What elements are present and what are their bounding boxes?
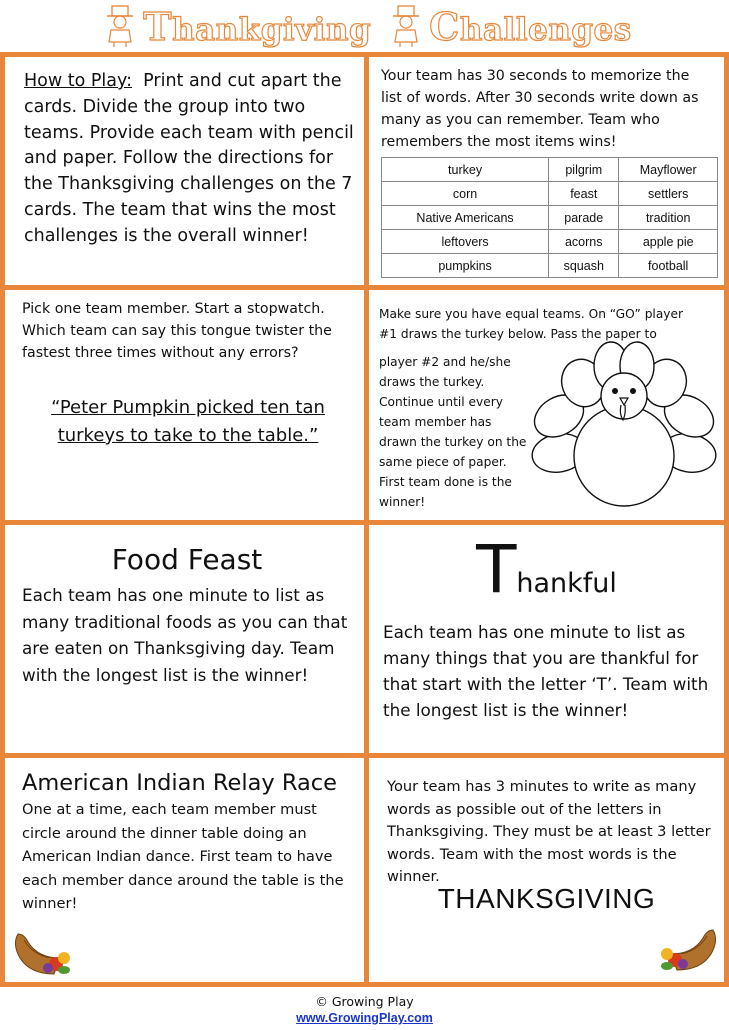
website-link[interactable]: www.GrowingPlay.com — [296, 1011, 433, 1025]
table-row — [382, 206, 718, 230]
thanksgiving-word: THANKSGIVING — [437, 883, 656, 914]
relay-race-title: American Indian Relay Race — [22, 770, 337, 796]
title-word-thankgiving: Thankgiving — [143, 3, 372, 49]
table-cell: feast — [549, 182, 619, 206]
cornucopia-icon — [10, 924, 72, 980]
relay-race-text: One at a time, each team member must circle around the dinner table doing an American Indian dance. First team to have each member dance around the table is the winner! — [22, 801, 344, 912]
card-memory — [369, 57, 724, 285]
table-row — [382, 182, 718, 206]
card-how-to-play — [10, 57, 364, 285]
card-word-scramble — [369, 758, 724, 982]
draw-turkey-intro-2: #1 draws the turkey below. Pass the paper to — [379, 327, 657, 341]
table-cell: football — [619, 254, 718, 278]
how-to-play-body: Print and cut apart the cards. Divide the group into two teams. Provide each team with pencil and paper. Follow the directions for the Thanksgiving challenges on the 7 cards. The team that wins the most challenges is the overall winner! — [24, 71, 354, 246]
table-cell: Mayflower — [619, 158, 718, 182]
card-tongue-twister — [10, 290, 364, 520]
page-title — [0, 0, 729, 52]
table-cell: apple pie — [619, 230, 718, 254]
table-cell: tradition — [619, 206, 718, 230]
turkey-outline-icon — [529, 338, 719, 513]
pilgrim-icon — [103, 4, 137, 48]
card-grid — [0, 52, 729, 987]
card-thankful — [369, 525, 724, 753]
table-row — [382, 254, 718, 278]
tongue-twister-instructions: Pick one team member. Start a stopwatch. Which team can say this tongue twister the fastest three times without any errors? — [22, 301, 332, 361]
draw-turkey-text: player #2 and he/she draws the turkey. Continue until every team member has drawn the turkey on the same piece of paper. First team done is the winner! — [379, 355, 527, 509]
how-to-play-label: How to Play: — [24, 71, 132, 91]
table-cell: acorns — [549, 230, 619, 254]
table-cell: pumpkins — [382, 254, 549, 278]
table-cell: turkey — [382, 158, 549, 182]
cornucopia-icon — [659, 920, 721, 976]
thankful-title: Thankful — [476, 531, 617, 608]
table-row — [382, 158, 718, 182]
quote-line-1: “Peter Pumpkin picked ten tan — [51, 397, 325, 418]
card-food-feast — [10, 525, 364, 753]
word-scramble-text: Your team has 3 minutes to write as many words as possible out of the letters in Thanksgiving. They must be at least 3 letter words. Team with the most words is the winner. — [387, 778, 711, 885]
table-cell: settlers — [619, 182, 718, 206]
card-draw-turkey — [369, 290, 724, 520]
table-cell: corn — [382, 182, 549, 206]
tongue-twister-quote — [22, 394, 354, 450]
quote-line-2: turkeys to take to the table.” — [57, 425, 319, 446]
table-cell: squash — [549, 254, 619, 278]
copyright-text: © Growing Play — [315, 994, 414, 1009]
word-list-table — [381, 157, 718, 278]
how-to-play-text — [10, 57, 364, 250]
title-word-challenges: Challenges — [429, 3, 632, 49]
table-cell: Native Americans — [382, 206, 549, 230]
draw-turkey-intro-1: Make sure you have equal teams. On “GO” player — [379, 307, 684, 321]
card-relay-race — [10, 758, 364, 982]
memory-instructions: Your team has 30 seconds to memorize the list of words. After 30 seconds write down as many as you can remember. Team who remembers the most items wins! — [381, 68, 699, 150]
food-feast-text: Each team has one minute to list as many traditional foods as you can that are eaten on Thanksgiving day. Team with the longest list is the winner! — [22, 585, 348, 685]
thankful-text: Each team has one minute to list as many things that you are thankful for that start with the letter ‘T’. Team with the longest list is the winner! — [383, 622, 709, 720]
table-cell: pilgrim — [549, 158, 619, 182]
footer — [0, 994, 729, 1026]
table-cell: parade — [549, 206, 619, 230]
table-row — [382, 230, 718, 254]
pilgrim-icon — [389, 4, 423, 48]
food-feast-title: Food Feast — [111, 543, 263, 576]
table-cell: leftovers — [382, 230, 549, 254]
